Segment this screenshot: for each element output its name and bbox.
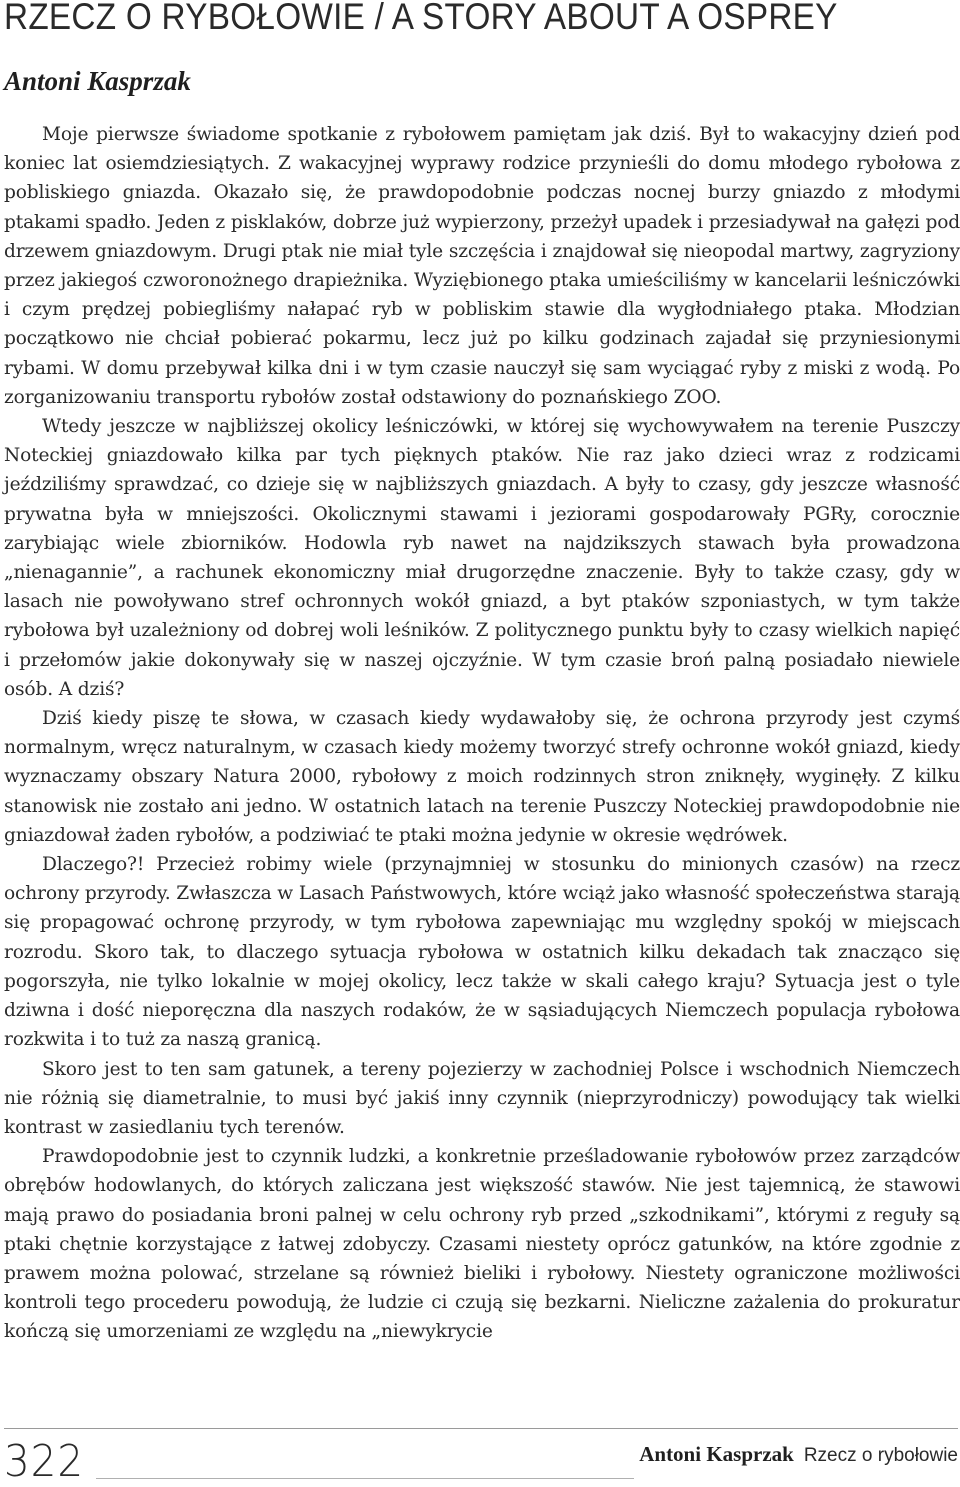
paragraph: Wtedy jeszcze w najbliższej okolicy leśniczówki, w której się wychowywałem na terenie Puszczy Noteckiej gniazdowało kilka par tych pięknych ptaków. Nie raz jako dzieci wraz z rodzicami jeździliśmy sprawdzać, co dzieje się w najbliższych gniazdach. A były to czasy, gdy jeszcze własność prywatna była w mniejszości. Okolicznymi stawami i jeziorami gospodarowały PGRy, corocznie zarybiając wiele zbiorników. Hodowla ryb nawet na najdzikszych stawach była prowadzona „nienagannie”, a rachunek ekonomiczny miał drugorzędne znaczenie. Były to także czasy, gdy w lasach nie powoływano stref ochronnych wokół gniazd, a byt ptaków szponiastych, w tym także rybołowa był uzależniony od dobrej woli leśników. Z politycznego punktu były to czasy wielkich napięć i przełomów jakie dokonywały się w naszej ojczyźnie. W tym czasie broń palną posiadało niewiele osób. A dziś? (4, 416, 960, 700)
article-body (4, 120, 960, 1347)
article-author: Antoni Kasprzak (4, 66, 191, 96)
paragraph: Dziś kiedy piszę te słowa, w czasach kiedy wydawałoby się, że ochrona przyrody jest czymś normalnym, wręcz naturalnym, w czasach kiedy możemy tworzyć strefy ochronne wokół gniazd, kiedy wyznaczamy obszary Natura 2000, rybołowy z moich rodzinnych stron zniknęły, wyginęły. Z kilku stanowisk nie zostało ani jedno. W ostatnich latach na terenie Puszczy Noteckiej prawdopodobnie nie gniazdował żaden rybołów, a podziwiać te ptaki można jedynie w okresie wędrówek. (4, 708, 960, 846)
footer-short-title: Rzecz o rybołowie (803, 1445, 958, 1466)
paragraph: Moje pierwsze świadome spotkanie z rybołowem pamiętam jak dziś. Był to wakacyjny dzień pod koniec lat osiemdziesiątych. Z wakacyjnej wyprawy rodzice przynieśli do domu młodego rybołowa z pobliskiego gniazda. Okazało się, że prawdopodobnie podczas nocnej burzy gniazdo z młodymi ptakami spadło. Jeden z pisklaków, dobrze już wypierzony, przeżył upadek i przesiadywał na gałęzi pod drzewem gniazdowym. Drugi ptak nie miał tyle szczęścia i znajdował się nieopodal martwy, zagryziony przez jakiegoś czworonożnego drapieżnika. Wyziębionego ptaka umieściliśmy w kancelarii leśniczówki i czym prędzej pobiegliśmy nałapać ryb w pobliskim stawie dla wygłodniałego ptaka. Młodzian początkowo nie chciał pobierać pokarmu, lecz już po kilku godzinach zajadał się przyniesionymi rybami. W domu przebywał kilka dni i w tym czasie nauczył się sam wyciągać ryby z miski z wodą. Po zorganizowaniu transportu rybołów został odstawiony do poznańskiego ZOO. (4, 124, 960, 408)
article-title: RZECZ O RYBOŁOWIE / A STORY ABOUT A OSPREY (4, 0, 838, 37)
footer-author: Antoni Kasprzak (639, 1442, 794, 1466)
paragraph: Dlaczego?! Przecież robimy wiele (przynajmniej w stosunku do minionych czasów) na rzecz ochrony przyrody. Zwłaszcza w Lasach Państwowych, które wciąż jako własność społeczeństwa starają się propagować ochronę przyrody, w tym rybołowa zapewniając mu względny spokój w miejscach rozrodu. Skoro tak, to dlaczego sytuacja rybołowa w ostatnich kilku dekadach tak znacząco się pogorszyła, nie tylko lokalnie w mojej okolicy, lecz także w skali całego kraju? Sytuacja jest o tyle dziwna i dość nieporęczna dla naszych rodaków, że w sąsiadujących Niemczech populacja rybołowa rozkwita i to tuż za naszą granicą. (4, 854, 960, 1051)
footer-baseline-rule (96, 1478, 634, 1479)
paragraph: Skoro jest to ten sam gatunek, a tereny pojezierzy w zachodniej Polsce i wschodnich Niemczech nie różnią się diametralnie, to musi być jakiś inny czynnik (nieprzyrodniczy) powodujący tak wielki kontrast w zasiedlaniu tych terenów. (4, 1058, 960, 1138)
footer-divider (4, 1428, 958, 1429)
page-number: 322 (4, 1436, 85, 1487)
running-footer (639, 1442, 958, 1467)
paragraph: Prawdopodobnie jest to czynnik ludzki, a konkretnie prześladowanie rybołowów przez zarządców obrębów hodowlanych, do których zaliczana jest większość stawów. Nie jest tajemnicą, że stawowi mają prawo do posiadania broni palnej w celu ochrony ryb przed „szkodnikami”, którymi z reguły są ptaki chętnie korzystające z łatwej zdobyczy. Czasami niestety oprócz gatunków, na które zgodnie z prawem można polować, strzelane są również bieliki i rybołowy. Niestety ograniczone możliwości kontroli tego procederu powodują, że ludzie ci czują się bezkarni. Nieliczne zażalenia do prokuratur kończą się umorzeniami ze względu na „niewykrycie (4, 1146, 960, 1343)
